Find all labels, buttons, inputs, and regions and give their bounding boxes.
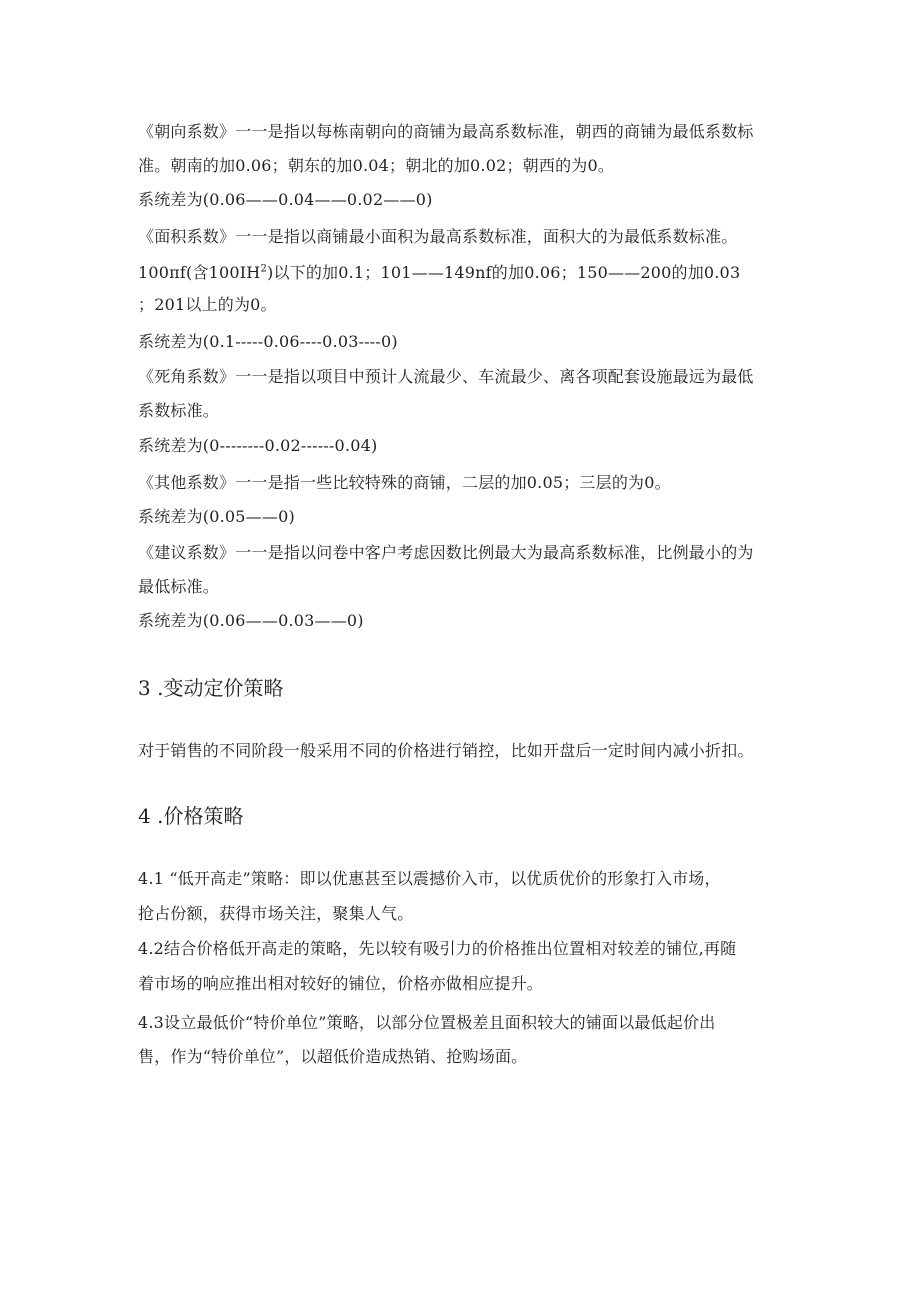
item-4-1-line-2: 抢占份额，获得市场关注，聚集人气。 [138, 904, 414, 923]
area-coefficient-line-3: ；201以上的为0。 [138, 295, 277, 314]
area-line-2-part-a: 100πf(含100IH [138, 263, 261, 282]
other-system-difference: 系统差为(0.05——0) [138, 507, 295, 526]
section-4-heading: 4 .价格策略 [138, 804, 244, 828]
dead-angle-coefficient-line-2: 系数标准。 [138, 401, 220, 420]
section-3-text: 对于销售的不同阶段一般采用不同的价格进行销控，比如开盘后一定时间内减小折扣。 [138, 741, 754, 760]
orientation-system-difference: 系统差为(0.06——0.04——0.02——0) [138, 190, 433, 209]
area-system-difference: 系统差为(0.1-----0.06----0.03----0) [138, 332, 398, 351]
section-3-heading: 3 .变动定价策略 [138, 676, 284, 700]
item-4-3-line-2: 售，作为“特价单位”，以超低价造成热销、抢购场面。 [138, 1047, 528, 1066]
area-line-2-part-b: )以下的加0.1；101——149nf的加0.06；150——200的加0.03 [267, 263, 741, 282]
orientation-coefficient-line-2: 准。朝南的加0.06；朝东的加0.04；朝北的加0.02；朝西的为0。 [138, 156, 615, 175]
area-coefficient-line-1: 《面积系数》一一是指以商铺最小面积为最高系数标准，面积大的为最低系数标准。 [138, 227, 738, 246]
other-coefficient-line-1: 《其他系数》一一是指一些比较特殊的商铺，二层的加0.05；三层的为0。 [138, 473, 671, 492]
area-line-2-superscript: 2 [260, 263, 267, 275]
item-4-2-line-1: 4.2结合价格低开高走的策略，先以较有吸引力的价格推出位置相对较差的铺位,再随 [138, 939, 737, 958]
dead-angle-coefficient-line-1: 《死角系数》一一是指以项目中预计人流最少、车流最少、离各项配套设施最远为最低 [138, 367, 754, 386]
area-coefficient-line-2 [138, 262, 798, 284]
item-4-1-line-1: 4.1 “低开高走”策略：即以优惠甚至以震撼价入市，以优质优价的形象打入市场， [138, 869, 721, 888]
dead-angle-system-difference: 系统差为(0--------0.02------0.04) [138, 436, 378, 455]
suggestion-system-difference: 系统差为(0.06——0.03——0) [138, 611, 364, 630]
item-4-3-line-1: 4.3设立最低价“特价单位”策略，以部分位置极差且面积较大的铺面以最低起价出 [138, 1013, 716, 1032]
suggestion-coefficient-line-1: 《建议系数》一一是指以问卷中客户考虑因数比例最大为最高系数标准，比例最小的为 [138, 543, 754, 562]
suggestion-coefficient-line-2: 最低标准。 [138, 577, 220, 596]
orientation-coefficient-line-1: 《朝向系数》一一是指以每栋南朝向的商铺为最高系数标准，朝西的商铺为最低系数标 [138, 122, 754, 141]
item-4-2-line-2: 着市场的响应推出相对较好的铺位，价格亦做相应提升。 [138, 974, 544, 993]
